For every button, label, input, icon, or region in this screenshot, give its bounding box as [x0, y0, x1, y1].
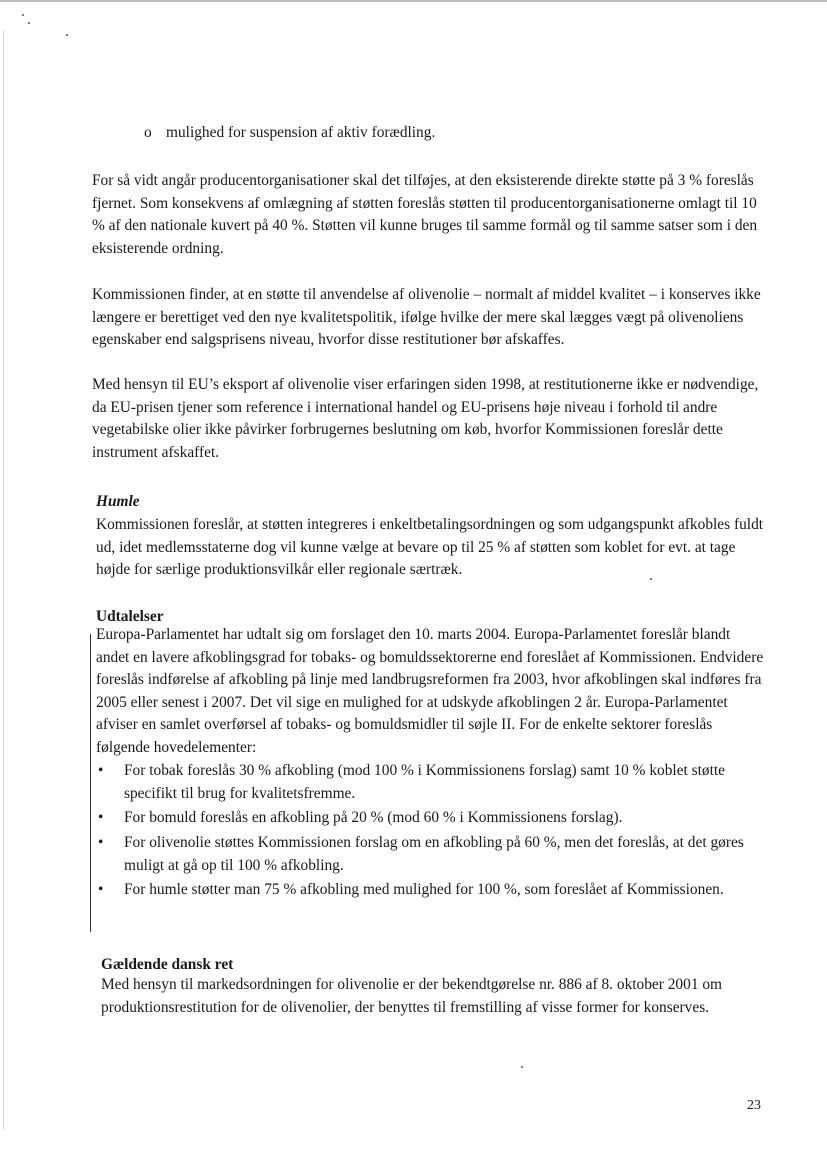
bullet-list-sectors	[96, 760, 764, 904]
revision-bar	[90, 634, 91, 932]
list-item: • For tobak foreslås 30 % afkobling (mod 100 % i Kommissionens forslag) samt 10 % koblet støtte specifikt til brug for kvalitetsfremme.	[98, 762, 726, 802]
list-item: • For bomuld foreslås en afkobling på 20 % (mod 60 % i Kommissionens forslag).	[96, 807, 764, 830]
paragraph-olive-oil-conserves: Kommissionen finder, at en støtte til anvendelse af olivenolie – normalt af middel kvalitet – i konserves ikke længere er berettiget ved den nye kvalitetspolitik, ifølge hvilke der mere skal lægges vægt på olivenoliens egenskaber end salgsprisens niveau, hvorfor disse restitutioner bør afskaffes.	[92, 286, 761, 348]
bullet-dot: •	[98, 881, 104, 899]
scan-speck	[521, 1066, 523, 1068]
page-number: 23	[747, 1098, 761, 1113]
heading-udtalelser: Udtalelser	[96, 608, 164, 625]
paragraph-udtalelser: Europa-Parlamentet har udtalt sig om forslaget den 10. marts 2004. Europa-Parlamentet foreslår blandt andet en lavere afkoblingsgrad for tobaks- og bomuldssektorerne end foreslået af Kommissionen. Endvidere foreslås indførelse af afkobling på linje med landbrugsreformen fra 2003, hvor afkoblingen skal indføres fra 2005 eller senest i 2007. Det vil sige en mulighed for at udskyde afkoblingen 2 år. Europa-Parlamentet afviser en samlet overførsel af tobaks- og bomuldsmidler til søjle II. For de enkelte sektorer foreslås følgende hovedelementer:	[96, 626, 764, 756]
circle-bullet: o	[144, 124, 152, 141]
list-item: • For humle støtter man 75 % afkobling med mulighed for 100 %, som foreslået af Kommissionen.	[96, 879, 764, 902]
paragraph-dansk-ret: Med hensyn til markedsordningen for olivenolie er der bekendtgørelse nr. 886 af 8. oktober 2001 om produktionsrestitution for de olivenolier, der benyttes til fremstilling af visse former for konserves.	[101, 976, 723, 1016]
bullet-dot: •	[98, 834, 104, 852]
paragraph-humle: Kommissionen foreslår, at støtten integreres i enkeltbetalingsordningen og som udgangspunkt afkobles fuldt ud, idet medlemsstaterne dog vil kunne vælge at bevare op til 25 % af støtten som koblet for evt. at tage højde for særlige produktionsvilkår eller regionale særtræk.	[96, 516, 764, 578]
paragraph-olive-oil-export: Med hensyn til EU’s eksport af olivenolie viser erfaringen siden 1998, at restitutionerne ikke er nødvendige, da EU-prisen tjener som reference i international handel og EU-prisens høje niveau i forhold til andre vegetabilske olier ikke påvirker forbrugernes beslutning om køb, hvorfor Kommissionen foreslår dette instrument afskaffet.	[92, 376, 759, 461]
heading-gaeldende-dansk-ret: Gældende dansk ret	[101, 956, 234, 973]
circle-list-item	[144, 122, 435, 145]
scan-top-edge	[0, 0, 827, 2]
paragraph-producer-organisations: For så vidt angår producentorganisationer skal det tilføjes, at den eksisterende direkte støtte på 3 % foreslås fjernet. Som konsekvens af omlægning af støtten foreslås støtten til producentorganisationerne omlagt til 10 % af den nationale kuvert på 40 %. Støtten vil kunne bruges til samme formål og til samme satser som i den eksisterende ordning.	[92, 172, 758, 257]
scan-speck	[22, 14, 24, 16]
heading-humle: Humle	[96, 493, 140, 510]
scan-speck	[66, 34, 68, 36]
scan-left-edge	[3, 30, 4, 1130]
list-item: • For olivenolie støttes Kommissionen forslag om en afkobling på 60 %, men det foreslås, at det gøres muligt at gå op til 100 % afkobling.	[98, 834, 744, 874]
circle-item-text: mulighed for suspension af aktiv forædling.	[166, 124, 436, 141]
bullet-dot: •	[98, 809, 104, 827]
bullet-dot: •	[98, 762, 104, 779]
scan-speck	[28, 22, 30, 24]
